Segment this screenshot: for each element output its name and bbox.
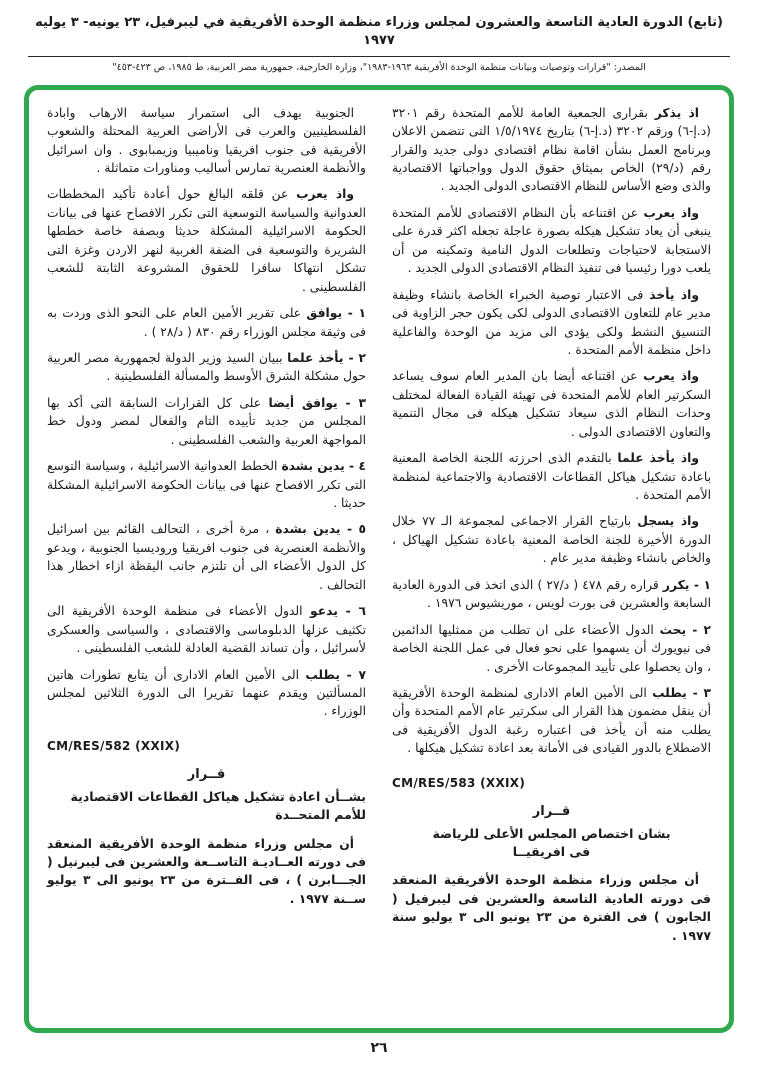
header-divider	[28, 56, 730, 57]
item-lead: ١ - يكرر	[662, 577, 711, 592]
paragraph	[392, 104, 711, 196]
paragraph	[392, 367, 711, 441]
paragraph-lead: واذ يعرب	[643, 205, 699, 220]
item-lead: ٣ - يطلب	[652, 685, 711, 700]
item-text: ، مرة أخرى ، التحالف القائم بين اسرائيل والأنظمة العنصرية فى جنوب افريقيا وروديسيا الجنوبية ، ويدعو كل الدول الأعضاء الى أن تلتزم جانب اليقظة ازاء اخطار هذا التحالف .	[47, 522, 366, 592]
content-frame	[24, 85, 734, 1033]
item-lead: ١ - يوافق	[306, 306, 366, 321]
resolution-item	[47, 304, 366, 341]
two-column-layout	[47, 104, 711, 1014]
resolution-subject: بشان اختصاص المجلس الأعلى للرياضة	[432, 826, 671, 842]
resolution-item	[47, 394, 366, 449]
resolution-title: قــرار	[187, 766, 226, 782]
item-text: على كل القرارات السابقة التى أكد بها المجلس من جديد تأييده التام والفعال لمصر ودول خط المواجهة العربية والشعب الفلسطينى .	[47, 395, 366, 447]
paragraph	[47, 104, 366, 178]
resolution-subject: بشــأن اعادة تشكيل هياكل القطاعات الاقتصادية	[70, 789, 366, 805]
item-text: الدول الأعضاء على ان تطلب من ممثليها الدائمين فى نيويورك أن يسهموا على نحو فعال فى عمل اللجنة الخاصة ، وان يحصلوا على تأييد المجموعات الأخرى .	[392, 622, 711, 674]
paragraph-text: عن اقتناعه أيضا بان المدير العام سوف يساعد السكرتير العام للأمم المتحدة فى تهيئة القيادة الفعالة لمختلف وحدات النظام الذى سيعاد تشكيل هيكله فى مجال التنمية والتعاون الاقتصادى الدولى .	[392, 369, 711, 439]
paragraph-text: بالتقدم الذى احرزته اللجنة الخاصة المعنية باعادة تشكيل هياكل القطاعات الاقتصادية والاجتماعية لمنظمة الأمم المتحدة .	[392, 451, 711, 503]
item-lead: ٢ - يحث	[659, 622, 712, 637]
item-text: ببيان السيد وزير الدولة لجمهورية مصر العربية حول مشكلة الشرق الأوسط والمسألة الفلسطينية .	[47, 350, 366, 384]
item-lead: ٢ - يأخذ علما	[287, 350, 366, 365]
paragraph	[392, 449, 711, 504]
item-text: الخطط العدوانية الاسرائيلية ، وسياسة التوسع التى تكرر الافصاح عنها فى بيانات الحكومة الاسرائيلية المشكلة حديثا .	[47, 459, 366, 511]
item-text: الى الأمين العام الادارى أن يتابع تطورات هاتين المسألتين ويقدم عنهما تقريرا الى الدورة الثلاثين لمجلس الوزراء .	[47, 667, 366, 719]
paragraph-lead: واذ يأخذ	[649, 287, 700, 302]
paragraph-lead: اذ يذكر	[654, 105, 699, 120]
resolution-item	[47, 602, 366, 657]
paragraph-lead: واذ يعرب	[296, 187, 354, 202]
resolution-preamble: أن مجلس وزراء منظمة الوحدة الأفريقية المنعقد فى دورته العادية التاسعة والعشرين فى ليبرفيل ( الجابون ) فى الفترة من ٢٣ يونيو الى ٣ يوليو سنة ١٩٧٧ .	[392, 873, 711, 943]
paragraph-text: عن اقتناعه بأن النظام الاقتصادى للأمم المتحدة ينبغى أن يعاد تشكيل هيكله بصورة عاجلة تجعله اكثر قدرة على الاستجابة لاحتياجات وتطلعات الدول النامية وتمكينه من أن يلعب دورا رئيسيا فى تنفيذ النظام الاقتصادى الدولى الجديد .	[392, 205, 711, 276]
item-text: الى الأمين العام الادارى لمنظمة الوحدة الأفريقية أن ينقل مضمون هذا القرار الى سكرتير عام الأمم المتحدة وأن يطلب منه أن يأخذ فى اعتباره رغبة الدول الأفريقية فى الاضطلاع بالدور القيادى فى الأمانة بعد اعادة تشكيل هيكلها .	[392, 685, 711, 756]
paragraph-text: الجنوبية يهدف الى استمرار سياسة الارهاب وابادة الفلسطينيين والعرب فى الأراضى العربية المحتلة والشعوب الأفريقية فى جنوب افريقيا وناميبيا وزيمبابوى . وان اسرائيل والأنظمة العنصرية تمارس أساليب ومناورات متماثلة .	[47, 105, 366, 176]
paragraph	[47, 185, 366, 296]
item-lead: ٤ - يدين بشدة	[281, 459, 366, 474]
item-lead: ٦ - يدعو	[309, 604, 366, 619]
item-text: قراره رقم ٤٧٨ ( د/٢٧ ) الذى اتخذ فى الدورة العادية السابعة والعشرين فى بورت لويس ، موريشيوس ١٩٧٦ .	[392, 577, 711, 611]
document-source: المصدر: "قرارات وتوصيات وبيانات منظمة الوحدة الأفريقية ١٩٦٣-١٩٨٣"، وزارة الخارجية، جمهورية مصر العربية، ط ١٩٨٥، ص ٤٢٣-٤٥٣"	[112, 62, 646, 74]
paragraph-text: بقرارى الجمعية العامة للأمم المتحدة رقم ٣٢٠١ (د.إ-٦) ورقم ٣٢٠٢ (د.إ-٦) بتاريخ ١/٥/١٩٧٤ التى تتضمن الاعلان وبرنامج العمل بشأن اقامة نظام اقتصادى دولى جديد والقرار رقم (د/٢٩) الخاص بميثاق حقوق الدول وواجباتها الاقتصادية والذى وضع الأساس للنظام الاقتصادى الدولى الجديد .	[392, 105, 711, 194]
resolution-item	[47, 349, 366, 386]
resolution-subject: فى افريقيــا	[512, 844, 591, 860]
paragraph-lead: واذ يسجل	[637, 514, 699, 529]
paragraph-text: فى الاعتبار توصية الخبراء الخاصة بانشاء وظيفة مدير عام للتعاون الاقتصادى الدولى لكى يكون حجر الزاوية فى التنسيق النشط ولكى يؤدى الى مزيد من الوحدة والفاعلية داخل منظمة الأمم المتحدة .	[392, 287, 711, 357]
column-left	[47, 104, 366, 1014]
resolution-item	[47, 520, 366, 594]
page-number: ٢٦	[370, 1039, 388, 1056]
paragraph	[392, 286, 711, 360]
resolution-reference: CM/RES/583 (XXIX)	[392, 775, 526, 790]
resolution-reference: CM/RES/582 (XXIX)	[47, 738, 181, 753]
resolution-item	[392, 684, 711, 758]
document-header	[0, 0, 758, 75]
resolution-title: قــرار	[532, 803, 571, 819]
resolution-item	[392, 576, 711, 613]
resolution-item	[392, 621, 711, 676]
paragraph	[392, 204, 711, 278]
item-text: الدول الأعضاء فى منظمة الوحدة الأفريقية الى تكثيف عزلها الدبلوماسى والاقتصادى ، والسياسى والعسكرى لأسرائيل ، وأن تساند القضية العادلة للشعب الفلسطينى .	[47, 604, 366, 656]
column-right	[392, 104, 711, 1014]
resolution-subject: للأمم المتحــدة	[275, 807, 366, 823]
item-lead: ٧ - يطلب	[305, 667, 366, 682]
paragraph-lead: واذ يأخذ علما	[617, 451, 699, 466]
paragraph-text: عن قلقه البالغ حول أعادة تأكيد المخططات العدوانية والسياسة التوسعية التى تكرر الافصاح عنها فى بيانات الحكومة الاسرائيلية المشكلة حديثا وبصفة خاصة خططها الشريرة والتوسعية فى الضفة الغربية لنهر الاردن وغزة التى تشكل انتهاكا سافرا للحقوق المشروعة الثابتة للشعب الفلسطينى .	[47, 187, 366, 294]
document-title: (تابع) الدورة العادية التاسعة والعشرون لمجلس وزراء منظمة الوحدة الأفريقية في ليبرفيل، ٢٣ يونيه- ٣ يوليه ١٩٧٧	[35, 15, 723, 49]
resolution-preamble: أن مجلس وزراء منظمة الوحدة الأفريقية المنعقد فى دورته العــاديـة التاســعة والعشرين فى ليبرنيل ( الجـــابرن ) ، فى الفــترة من ٢٣ يونيو الى ٣ يوليو ســنة ١٩٧٧ .	[47, 836, 366, 906]
item-lead: ٣ - يوافق أيضا	[268, 395, 366, 410]
resolution-item	[47, 666, 366, 721]
paragraph-lead: واذ يعرب	[643, 369, 699, 384]
item-text: على تقرير الأمين العام على النحو الذى وردت به فى وثيقة مجلس الوزراء رقم ٨٣٠ ( د/٢٨ ) .	[47, 306, 366, 339]
paragraph	[392, 512, 711, 567]
paragraph-text: بارتياح القرار الاجماعى لمجموعة الـ ٧٧ خلال الدورة الأخيرة للجنة الخاصة المعنية باعادة تشكيل الهياكل ، والخاص بانشاء وظيفة مدير عام .	[392, 514, 711, 566]
item-lead: ٥ - يدين بشدة	[275, 522, 366, 537]
resolution-item	[47, 457, 366, 512]
